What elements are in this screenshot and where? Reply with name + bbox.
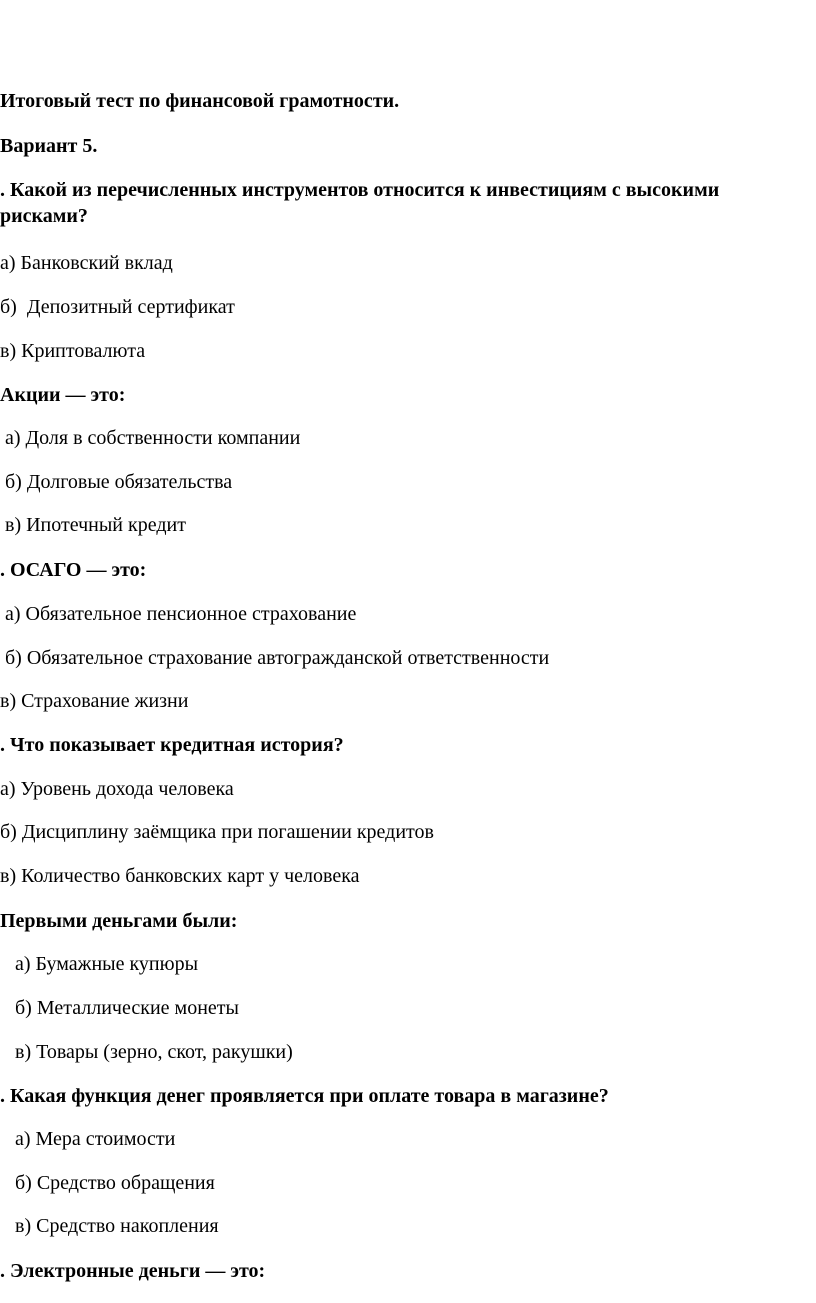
question-4: . Что показывает кредитная история? (0, 734, 344, 756)
question-1-option-b: б) Депозитный сертификат (0, 296, 235, 318)
question-5-option-a: а) Бумажные купюры (0, 953, 199, 975)
question-4-option-b: б) Дисциплину заёмщика при погашении кредитов (0, 821, 434, 843)
question-6-option-b: б) Средство обращения (0, 1172, 215, 1194)
question-5-option-b: б) Металлические монеты (0, 997, 239, 1019)
variant-label: Вариант 5. (0, 135, 98, 157)
question-5: Первыми деньгами были: (0, 910, 238, 932)
question-1-option-a: а) Банковский вклад (0, 252, 173, 274)
question-5-option-c: в) Товары (зерно, скот, ракушки) (0, 1041, 293, 1063)
question-3-option-b: б) Обязательное страхование автогражданской ответственности (0, 647, 550, 669)
question-1: . Какой из перечисленных инструментов относится к инвестициям с высокими рисками? (0, 179, 720, 227)
question-4-option-c: в) Количество банковских карт у человека (0, 865, 360, 887)
question-6: . Какая функция денег проявляется при оплате товара в магазине? (0, 1085, 609, 1107)
question-2: Акции — это: (0, 384, 126, 406)
question-3-option-a: а) Обязательное пенсионное страхование (0, 603, 357, 625)
question-2-option-c: в) Ипотечный кредит (0, 514, 186, 536)
question-4-option-a: а) Уровень дохода человека (0, 778, 234, 800)
question-6-option-a: а) Мера стоимости (0, 1128, 176, 1150)
question-7: . Электронные деньги — это: (0, 1260, 266, 1282)
document-title: Итоговый тест по финансовой грамотности. (0, 90, 400, 112)
question-2-option-a: а) Доля в собственности компании (0, 427, 301, 449)
question-1-option-c: в) Криптовалюта (0, 340, 146, 362)
question-3: . ОСАГО — это: (0, 559, 147, 581)
question-3-option-c: в) Страхование жизни (0, 690, 189, 712)
question-2-option-b: б) Долговые обязательства (0, 471, 233, 493)
question-6-option-c: в) Средство накопления (0, 1215, 219, 1237)
